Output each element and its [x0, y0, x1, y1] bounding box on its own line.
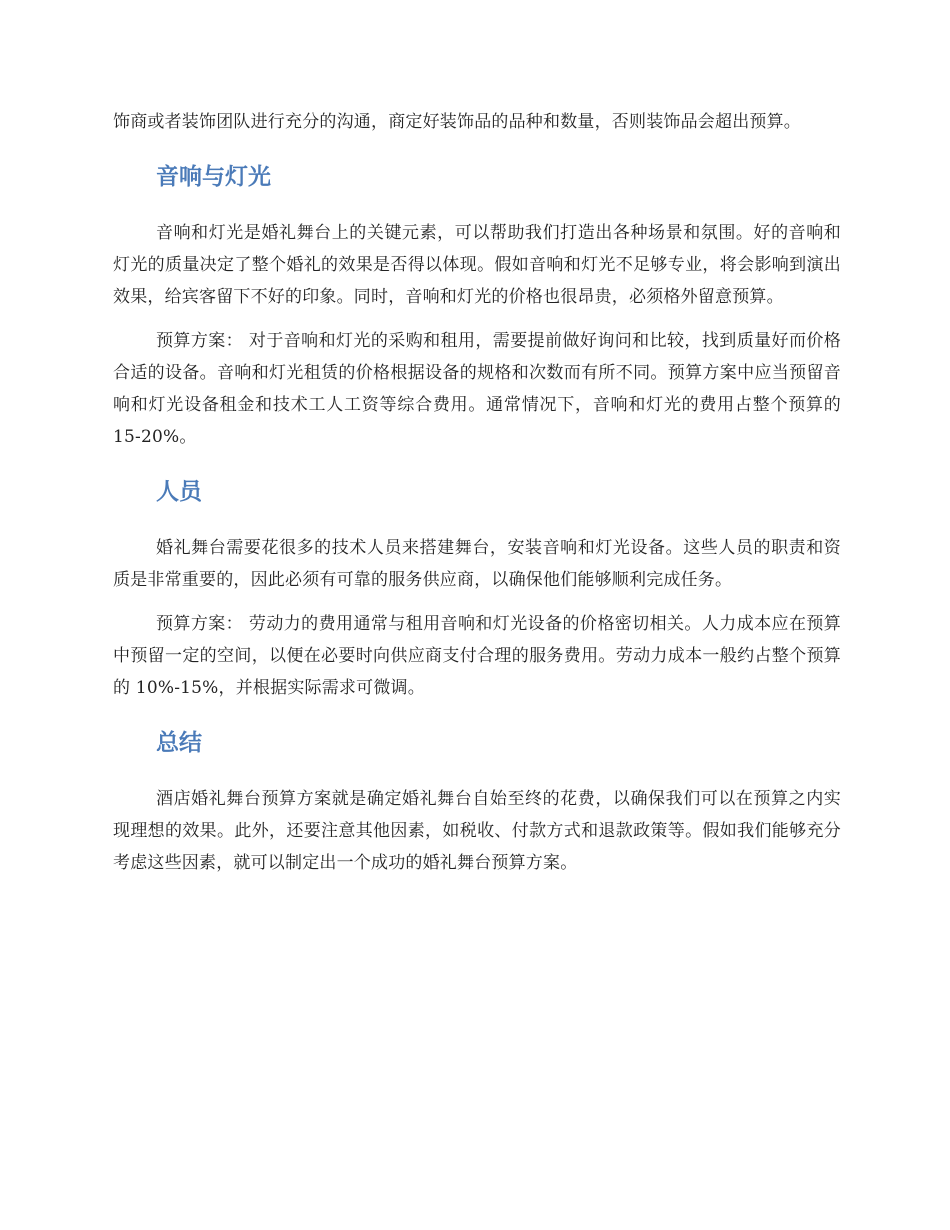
summary-paragraph: 酒店婚礼舞台预算方案就是确定婚礼舞台自始至终的花费，以确保我们可以在预算之内实现理想的效果。此外，还要注意其他因素，如税收、付款方式和退款政策等。假如我们能够充分考虑这些因素，就可以制定出一个成功的婚礼舞台预算方案。 [113, 789, 841, 873]
audio-lighting-budget-paragraph: 预算方案： 对于音响和灯光的采购和租用，需要提前做好询问和比较，找到质量好而价格合适的设备。音响和灯光租赁的价格根据设备的规格和次数而有所不同。预算方案中应当预留音响和灯光设备租金和技术工人工资等综合费用。通常情况下，音响和灯光的费用占整个预算的 15-20%。 [113, 331, 841, 447]
section-heading-summary: 总结 [156, 730, 202, 756]
section-heading-staff: 人员 [156, 479, 202, 505]
intro-continuation-paragraph: 饰商或者装饰团队进行充分的沟通，商定好装饰品的品种和数量，否则装饰品会超出预算。 [113, 112, 801, 132]
section-heading-audio-lighting: 音响与灯光 [156, 164, 271, 190]
audio-lighting-paragraph: 音响和灯光是婚礼舞台上的关键元素，可以帮助我们打造出各种场景和氛围。好的音响和灯光的质量决定了整个婚礼的效果是否得以体现。假如音响和灯光不足够专业，将会影响到演出效果，给宾客留下不好的印象。同时，音响和灯光的价格也很昂贵，必须格外留意预算。 [113, 223, 841, 307]
staff-budget-paragraph: 预算方案： 劳动力的费用通常与租用音响和灯光设备的价格密切相关。人力成本应在预算中预留一定的空间，以便在必要时向供应商支付合理的服务费用。劳动力成本一般约占整个预算的 10%-15%，并根据实际需求可微调。 [113, 614, 841, 698]
document-body [113, 106, 841, 879]
staff-paragraph: 婚礼舞台需要花很多的技术人员来搭建舞台，安装音响和灯光设备。这些人员的职责和资质是非常重要的，因此必须有可靠的服务供应商，以确保他们能够顺利完成任务。 [113, 538, 841, 590]
